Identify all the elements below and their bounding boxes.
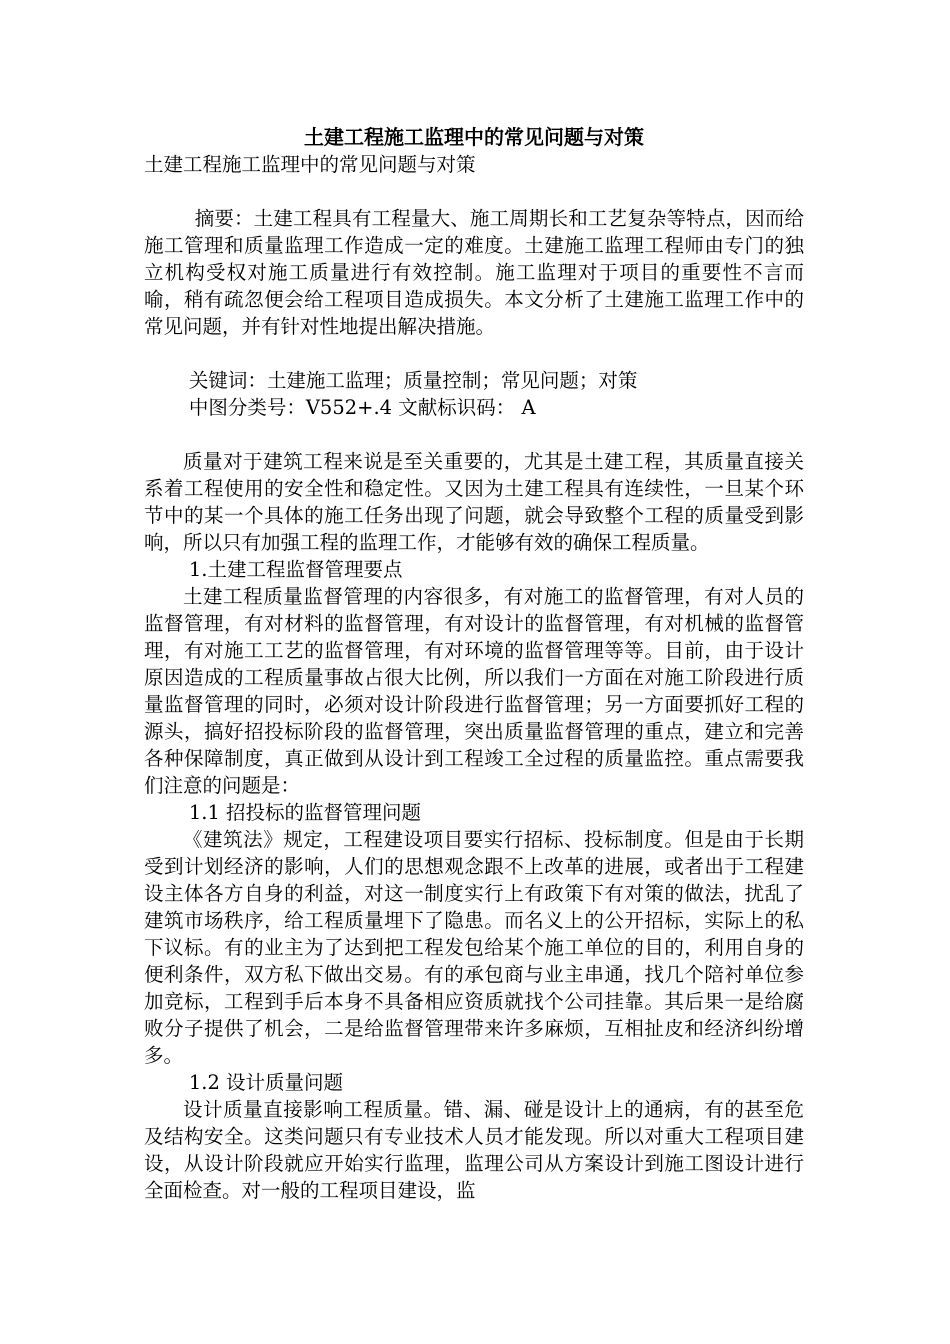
abstract-paragraph: 摘要：土建工程具有工程量大、施工周期长和工艺复杂等特点，因而给施工管理和质量监理工作造成一定的难度。土建施工监理工程师由专门的独立机构受权对施工质量进行有效控制。施工监理对于项目的重要性不言而喻，稍有疏忽便会给工程项目造成损失。本文分析了土建施工监理工作中的常见问题，并有针对性地提出解决措施。 (144, 207, 804, 338)
section-heading-1-2: 1.2 设计质量问题 (188, 1071, 344, 1094)
document-body (144, 124, 804, 1204)
spacer (144, 340, 804, 367)
section-heading-1: 1.土建工程监督管理要点 (188, 558, 403, 581)
section-heading-1-1: 1.1 招投标的监督管理问题 (188, 801, 422, 824)
section-body-1: 土建工程质量监督管理的内容很多，有对施工的监督管理，有对人员的监督管理，有对材料的监督管理，有对设计的监督管理，有对机械的监督管理，有对施工工艺的监督管理，有对环境的监督管理等等。目前，由于设计原因造成的工程质量事故占很大比例，所以我们一方面在对施工阶段进行质量监督管理的同时，必须对设计阶段进行监督管理；另一方面要抓好工程的源头，搞好招投标阶段的监督管理，突出质量监督管理的重点，建立和完善各种保障制度，真正做到从设计到工程竣工全过程的质量监控。重点需要我们注意的问题是： (144, 585, 804, 797)
document-subtitle: 土建工程施工监理中的常见问题与对策 (144, 153, 476, 176)
spacer (144, 178, 804, 205)
section-body-1-2: 设计质量直接影响工程质量。错、漏、碰是设计上的通病，有的甚至危及结构安全。这类问题只有专业技术人员才能发现。所以对重大工程项目建设，从设计阶段就应开始实行监理，监理公司从方案设计到施工图设计进行全面检查。对一般的工程项目建设，监 (144, 1098, 804, 1202)
spacer (144, 421, 804, 448)
section-body-1-1: 《建筑法》规定，工程建设项目要实行招标、投标制度。但是由于长期受到计划经济的影响，人们的思想观念跟不上改革的进展，或者出于工程建设主体各方自身的利益，对这一制度实行上有政策下有对策的做法，扰乱了建筑市场秩序，给工程质量埋下了隐患。而名义上的公开招标，实际上的私下议标。有的业主为了达到把工程发包给某个施工单位的目的，利用自身的便利条件，双方私下做出交易。有的承包商与业主串通，找几个陪衬单位参加竞标，工程到手后本身不具备相应资质就找个公司挂靠。其后果一是给腐败分子提供了机会，二是给监督管理带来许多麻烦，互相扯皮和经济纠纷增多。 (144, 828, 804, 1067)
keywords-line: 关键词：土建施工监理；质量控制；常见问题；对策 (188, 369, 638, 392)
document-title: 土建工程施工监理中的常见问题与对策 (304, 125, 644, 149)
intro-paragraph: 质量对于建筑工程来说是至关重要的，尤其是土建工程，其质量直接关系着工程使用的安全性和稳定性。又因为土建工程具有连续性，一旦某个环节中的某一个具体的施工任务出现了问题，就会导致整个工程的质量受到影响，所以只有加强工程的监理工作，才能够有效的确保工程质量。 (144, 450, 804, 554)
classification-line: 中图分类号：V552+.4 文献标识码： A (188, 396, 536, 419)
